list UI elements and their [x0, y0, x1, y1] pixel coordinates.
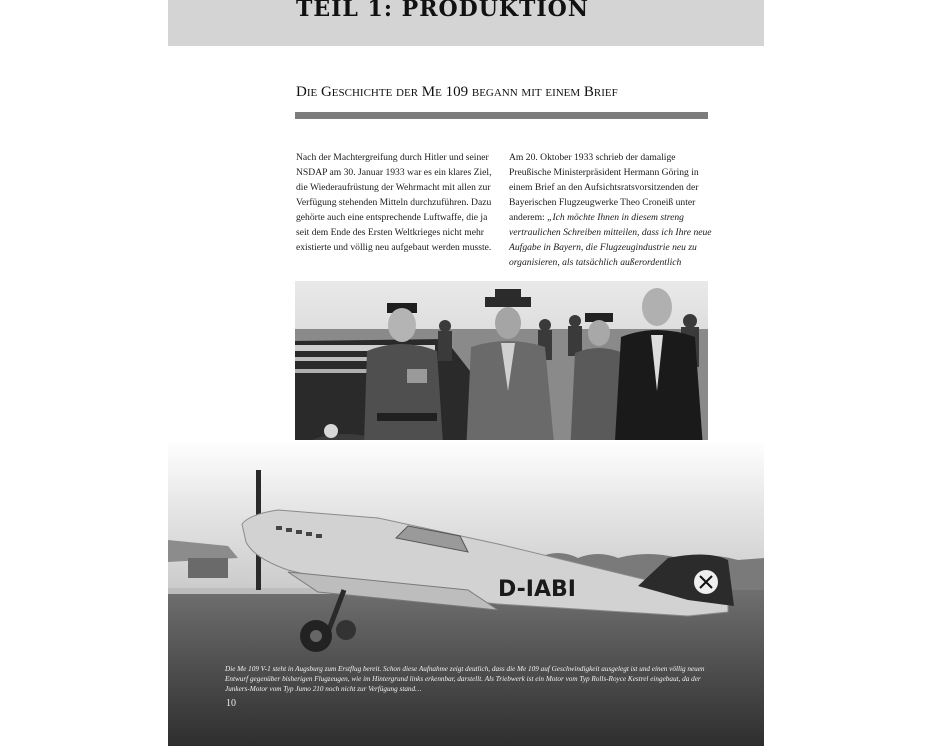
part-title: TEIL 1: PRODUKTION: [296, 0, 589, 22]
goering-quote: „Ich möchte Ihnen in diesem streng vertraulichen Schreiben mitteilen, dass ich Ihre neue Aufgabe in Bayern, die Flugzeugindustrie neu zu organisieren, als tatsächlich außerordentlich: [509, 212, 712, 268]
aircraft-photo-caption: Die Me 109 V-1 steht in Augsburg zum Erstflug bereit. Schon diese Aufnahme zeigt deutlich, dass die Me 109 auf Geschwindigkeit ausgelegt ist und einen völlig neuen Entwurf gegenüber bisherigen Flugzeugen, wie im Hintergrund links erkennbar, darstellt. Als Triebwerk ist ein Motor vom Typ Rolls-Royce Kestrel eingebaut, da der Junkers-Motor vom Typ Jumo 210 noch nicht zur Verfügung stand…: [225, 665, 705, 693]
aircraft-photo-image: [168, 440, 764, 746]
aircraft-photo: [168, 440, 764, 746]
aircraft-registration: D-IABI: [498, 577, 576, 602]
body-paragraph-left: Nach der Machtergreifung durch Hitler und seiner NSDAP am 30. Januar 1933 war es ein klares Ziel, die Wiederaufrüstung der Wehrmacht mit allen zur Verfügung stehenden Mitteln durchzuführen. Dazu gehörte auch eine entsprechende Luftwaffe, die ja seit dem Ende des Ersten Weltkrieges nicht mehr existierte und völlig neu aufgebaut werden musste.: [296, 152, 492, 253]
section-title: Die Geschichte der Me 109 begann mit einem Brief: [296, 84, 618, 100]
section-rule: [295, 112, 708, 119]
body-paragraph-right-intro: Am 20. Oktober 1933 schrieb der damalige Preußische Ministerpräsident Hermann Göring in einem Brief an den Aufsichtsratsvorsitzenden der Bayerischen Flugzeugwerke Theo Croneiß unter anderem:: [509, 152, 699, 223]
text-column-right: [509, 150, 714, 270]
book-page: [168, 0, 764, 746]
page-number: 10: [226, 698, 236, 709]
text-column-left: [296, 150, 496, 255]
body-paragraph-right: [509, 150, 714, 270]
